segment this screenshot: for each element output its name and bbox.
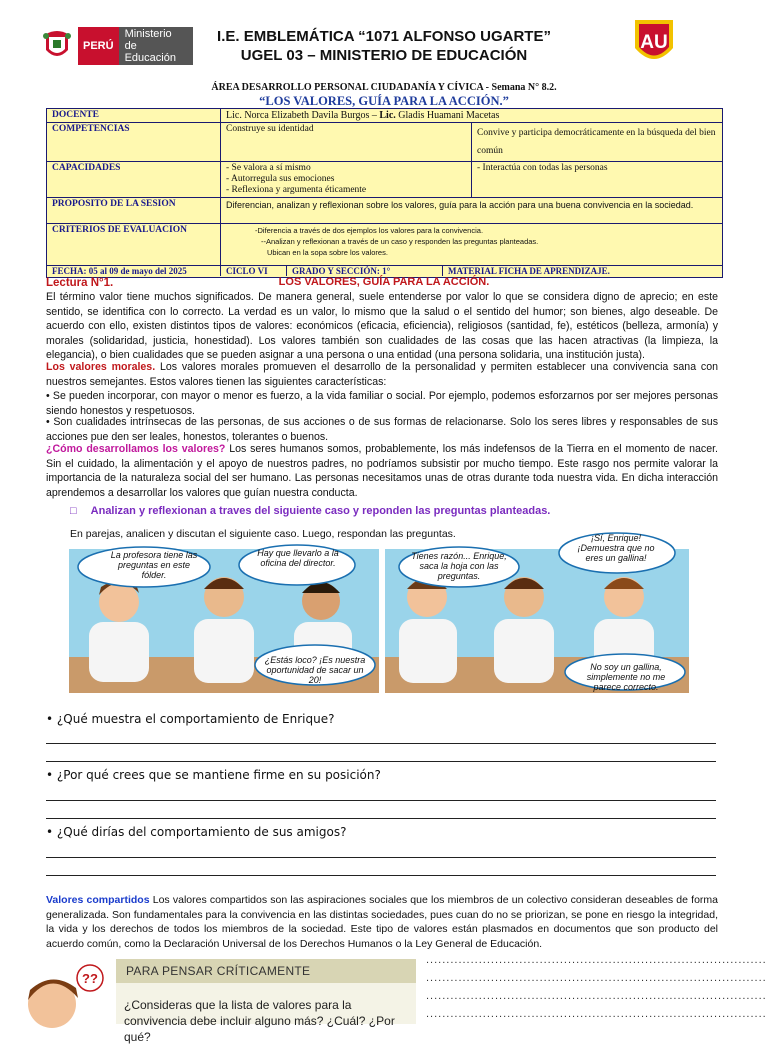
ministry-label: Ministerio de Educación — [119, 27, 193, 65]
answer-line[interactable] — [46, 761, 716, 762]
lectura-title: LOS VALORES, GUÍA PARA LA ACCIÓN. — [278, 276, 490, 288]
ugel-name: UGEL 03 – MINISTERIO DE EDUCACIÓN — [240, 47, 528, 64]
au-logo-text: AU — [640, 32, 668, 53]
answer-line[interactable] — [46, 875, 716, 876]
speech-bubble-6: No soy un gallina, simplemente no me parece correcto. — [586, 662, 666, 692]
speech-bubble-4: Tienes razón... Enrique, saca la hoja con las preguntas. — [411, 551, 507, 581]
speech-bubble-1: La profesora tiene las preguntas en este fólder. — [110, 550, 198, 580]
bullet-cualidades: • Son cualidades intrínsecas de las personas, de sus acciones o de sus formas de relacionarse. Solo los seres libres y responsables de sus acciones pue den ser leales, honestos, tolerantes o buenos. — [46, 416, 718, 443]
instruction: □ Analizan y reflexionan a traves del siguiente caso y reponden las preguntas planteadas. — [70, 505, 551, 517]
paragraph-intro: El término valor tiene muchos significados. De manera general, suele entenderse por valor lo que se considera digno de aprecio; en este sentido, se identifica con lo correcto. La verdad es un valor, lo mismo que la salud o el sentido del humor; son bienes, algo deseable. De acuerdo con ello, existen distintos tipos de valores: económicos (eficacia, eficiencia), religiosos (santidad, fe), estéticos (belleza, armonía) y morales (solidaridad, justicia, honestidad). Los valores también son cualidades de las cosas que las hacen atractivas (la limpieza, la elegancia), o bien cualidades que se pueden asignar a una persona o una entidad (una persona solidaria, una institución justa). — [46, 291, 718, 361]
criterios-list: -Diferencia a través de dos ejemplos los valores para la convivencia. --Analizan y reflexionan a través de un caso y responden las preguntas planteadas. Ubican en la sopa sobre los valores. — [221, 224, 723, 266]
competencia-2: Convive y participa democráticamente en la búsqueda del bien común — [472, 123, 723, 162]
fecha: FECHA: 05 al 09 de mayo del 2025 — [52, 266, 187, 276]
docente-value: Lic. Norca Elizabeth Davila Burgos – Lic. Gladis Huamani Macetas — [221, 109, 723, 123]
dotted-answer-line[interactable]: .................................................................................... — [426, 954, 767, 966]
ciclo: CICLO VI — [221, 266, 287, 276]
dotted-answer-line[interactable]: .................................................................................... — [426, 990, 767, 1002]
answer-line[interactable] — [46, 800, 716, 801]
comic-caption: En parejas, analicen y discutan el siguiente caso. Luego, respondan las preguntas. — [70, 528, 456, 540]
competencias-label: COMPETENCIAS — [47, 123, 221, 162]
desarrollo-heading: ¿Cómo desarrollamos los valores? — [46, 443, 226, 455]
session-info-table — [46, 108, 723, 278]
criterios-label: CRITERIOS DE EVALUACION — [47, 224, 221, 266]
peru-label: PERÚ — [78, 27, 119, 65]
lectura-label: Lectura N°1. — [46, 277, 114, 289]
critical-thinking-box — [116, 959, 416, 1044]
school-name: I.E. EMBLEMÁTICA “1071 ALFONSO UGARTE” — [217, 28, 551, 45]
capacidades-2: - Interactúa con todas las personas — [472, 162, 723, 198]
question-2: • ¿Por qué crees que se mantiene firme en su posición? — [46, 768, 381, 782]
speech-bubble-2: Hay que llevarlo a la oficina del director. — [257, 548, 339, 568]
competencia-1: Construye su identidad — [221, 123, 472, 162]
critical-thinking-heading: PARA PENSAR CRÍTICAMENTE — [116, 959, 416, 983]
speech-bubble-5: ¡Sí, Enrique! ¡Demuestra que no eres un gallina! — [577, 533, 655, 563]
paragraph-morales: Los valores morales. Los valores morales promueven el desarrollo de la personalidad y permiten establecer una convivencia sana con nuestros semejantes. Estos valores tienen las siguientes características: — [46, 361, 718, 388]
docente-label: DOCENTE — [47, 109, 221, 123]
page-title: “LOS VALORES, GUÍA PARA LA ACCIÓN.” — [259, 94, 509, 108]
critical-thinking-question: ¿Consideras que la lista de valores para la convivencia debe incluir alguno más? ¿Cuál? ¿Por qué? — [124, 998, 395, 1044]
proposito-label: PROPOSITO DE LA SESION — [47, 198, 221, 224]
paragraph-compartidos: Valores compartidos Los valores compartidos son las aspiraciones sociales que los miembros de un colectivo consideran deseables de forma generalizada. Son fundamentales para la convivencia en las distintas sociedades, pues cuan do no se priorizan, se pone en riesgo la integridad, la vida y los derechos de todos los miembros de la sociedad. Este tipo de valores están plasmados en documentos que son producto del acuerdo común, como la Declaración Universal de los Derechos Humanos o la Ley General de Educación. — [46, 894, 718, 950]
answer-line[interactable] — [46, 857, 716, 858]
dotted-answer-line[interactable]: .................................................................................... — [426, 1008, 767, 1020]
checkbox-icon: □ — [70, 505, 77, 517]
capacidades-label: CAPACIDADES — [47, 162, 221, 198]
grado-seccion: GRADO Y SECCIÓN: 1° — [287, 266, 443, 276]
compartidos-heading: Valores compartidos — [46, 894, 150, 906]
school-shield-logo — [633, 18, 675, 68]
bullet-incorporar: • Se pueden incorporar, con mayor o menor es fuerzo, a la vida familiar o social. Por ejemplo, podemos esforzarnos por ser mejores personas siendo honestos y respetuosos. — [46, 390, 718, 417]
question-3: • ¿Qué dirías del comportamiento de sus amigos? — [46, 825, 347, 839]
answer-line[interactable] — [46, 818, 716, 819]
answer-line[interactable] — [46, 743, 716, 744]
morales-heading: Los valores morales. — [46, 361, 156, 373]
speech-bubble-3: ¿Estás loco? ¡Es nuestra oportunidad de sacar un 20! — [264, 655, 366, 685]
question-1: • ¿Qué muestra el comportamiento de Enrique? — [46, 712, 335, 726]
area-heading: ÁREA DESARROLLO PERSONAL CIUDADANÍA Y CÍVICA - Semana N° 8.2. — [211, 82, 557, 93]
paragraph-desarrollo: ¿Cómo desarrollamos los valores? Los seres humanos somos, probablemente, los más indefensos de la Tierra en el momento de nacer. Sin el cuidado, la alimentación y el apoyo de nuestros padres, no podríamos subsistir por mucho tiempo. Este rasgo nos permite valorar la importancia de la naturaleza social del ser humano. Las personas necesitamos unas de otras durante toda nuestra vida. En dicha interacción aprendemos a desarrollar los valores que guían nuestra conducta. — [46, 443, 718, 499]
question-marks: ?? — [82, 971, 98, 986]
material: MATERIAL FICHA DE APRENDIZAJE. — [443, 266, 723, 276]
proposito-value: Diferencian, analizan y reflexionan sobre los valores, guía para la acción para una buena convivencia en la sociedad. — [221, 198, 723, 224]
capacidades-1: - Se valora a sí mismo - Autorregula sus emociones - Reflexiona y argumenta éticamente — [221, 162, 472, 198]
dotted-answer-line[interactable]: .................................................................................... — [426, 972, 767, 984]
thinking-boy-illustration — [20, 964, 110, 1024]
